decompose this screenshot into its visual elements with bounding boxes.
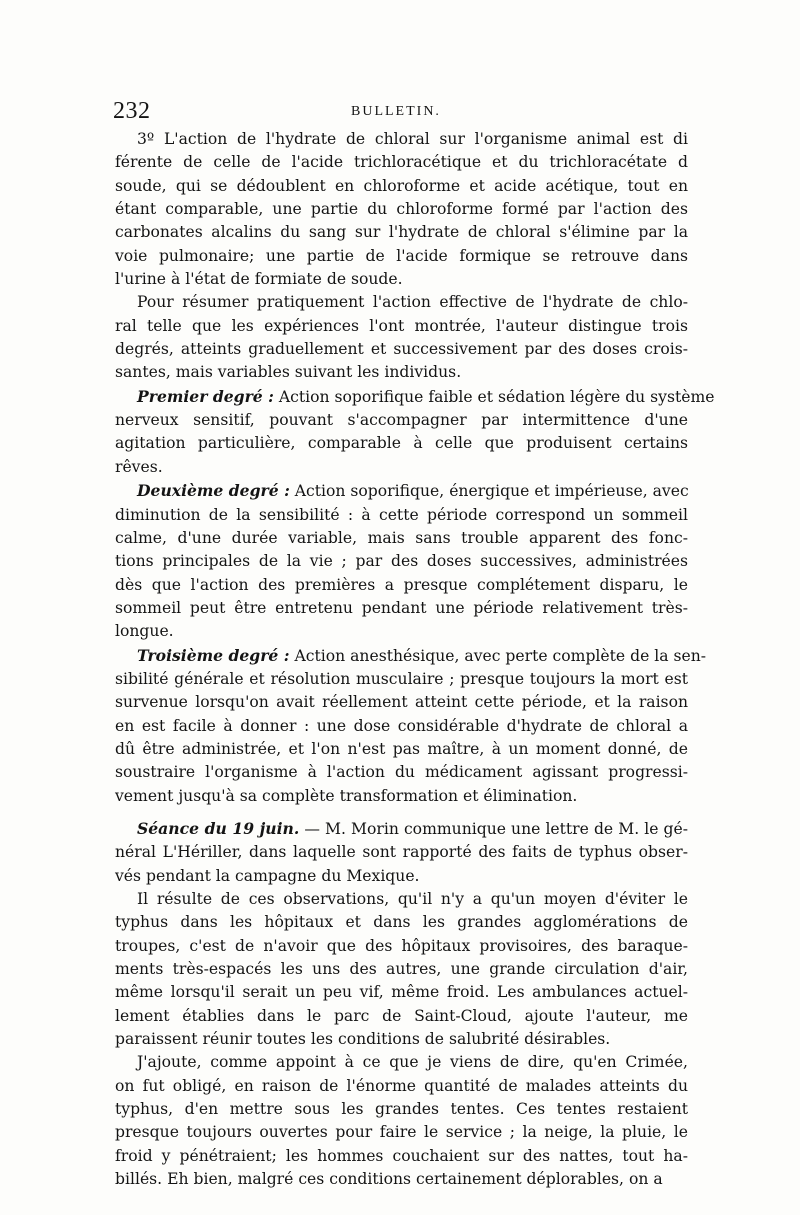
line-text: étant comparable, une partie du chloroforme formé par l'action des (115, 200, 688, 219)
paragraph (115, 479, 688, 643)
text-line (115, 1028, 688, 1051)
text-line (115, 432, 688, 455)
text-line (115, 574, 688, 597)
text-line (115, 291, 688, 314)
text-line (115, 1145, 688, 1168)
line-text: rêves. (115, 457, 163, 476)
line-text: billés. Eh bien, malgré ces conditions certainement déplorables, on a (115, 1170, 663, 1189)
page-number: 232 (113, 98, 151, 124)
line-text: vement jusqu'à sa complète transformation et élimination. (115, 786, 578, 805)
line-text: soustraire l'organisme à l'action du médicament agissant progressi- (115, 763, 688, 782)
paragraph-lead: Deuxième degré : (137, 481, 290, 501)
text-line (115, 785, 688, 808)
text-line (115, 715, 688, 738)
paragraph-lead: Premier degré : (137, 386, 274, 406)
line-text: degrés, atteints graduellement et successivement par des doses crois- (115, 340, 688, 359)
paragraph (115, 385, 715, 479)
text-line (115, 175, 688, 198)
text-line (115, 597, 688, 620)
line-text: ments très-espacés les uns des autres, une grande circulation d'air, (115, 960, 688, 979)
paragraph (115, 1051, 688, 1191)
text-line (115, 817, 688, 841)
text-line (115, 361, 688, 384)
line-text: lement établies dans le parc de Saint-Cloud, ajoute l'auteur, me (115, 1006, 688, 1025)
text-line (115, 315, 688, 338)
line-text: on fut obligé, en raison de l'énorme quantité de malades atteints du (115, 1076, 688, 1095)
text-line (115, 245, 688, 268)
text-line (115, 1051, 688, 1074)
line-text: dès que l'action des premières a presque complétement disparu, le (115, 575, 688, 594)
text-line (115, 668, 688, 691)
text-line (115, 550, 688, 573)
text-line (115, 128, 688, 151)
line-text: en est facile à donner : une dose considérable d'hydrate de chloral a (115, 716, 688, 735)
line-text: calme, d'une durée variable, mais sans trouble apparent des fonc- (115, 528, 688, 547)
body-text (115, 128, 715, 1191)
text-line (115, 958, 688, 981)
line-text: néral L'Hériller, dans laquelle sont rapporté des faits de typhus obser- (115, 843, 688, 862)
line-text: même lorsqu'il serait un peu vif, même froid. Les ambulances actuel- (115, 983, 688, 1002)
line-text: troupes, c'est de n'avoir que des hôpitaux provisoires, des baraque- (115, 936, 688, 955)
line-text: froid y pénétraient; les hommes couchaient sur des nattes, tout ha- (115, 1146, 688, 1165)
line-text: tions principales de la vie ; par des doses successives, administrées (115, 552, 688, 571)
line-text: longue. (115, 622, 174, 641)
text-line (115, 981, 688, 1004)
text-line (115, 198, 688, 221)
text-line (115, 504, 688, 527)
line-text: survenue lorsqu'on avait réellement atteint cette période, et la raison (115, 693, 688, 712)
page-header (113, 98, 693, 124)
line-text: dû être administrée, et l'on n'est pas maître, à un moment donné, de (115, 739, 688, 758)
line-text: — M. Morin communique une lettre de M. le gé- (299, 819, 688, 838)
text-line (115, 1098, 688, 1121)
line-text: l'urine à l'état de formiate de soude. (115, 270, 403, 289)
text-line (115, 935, 688, 958)
paragraph-lead: Troisième degré : (137, 645, 290, 665)
text-line (115, 338, 688, 361)
text-line (115, 911, 688, 934)
text-line (115, 1168, 688, 1191)
paragraph (115, 644, 707, 808)
text-line (115, 865, 688, 888)
line-text: ral telle que les expériences l'ont montrée, l'auteur distingue trois (115, 316, 688, 335)
line-text: sommeil peut être entretenu pendant une période relativement très- (115, 598, 688, 617)
text-line (115, 479, 688, 503)
line-text: J'ajoute, comme appoint à ce que je viens de dire, qu'en Crimée, (137, 1053, 688, 1072)
line-text: soude, qui se dédoublent en chloroforme et acide acétique, tout en (115, 176, 688, 195)
line-text: Pour résumer pratiquement l'action effective de l'hydrate de chlo- (137, 293, 688, 312)
text-line (115, 888, 688, 911)
paragraph (115, 817, 688, 888)
line-text: diminution de la sensibilité : à cette période correspond un sommeil (115, 505, 688, 524)
line-text: typhus dans les hôpitaux et dans les grandes agglomérations de (115, 913, 688, 932)
paragraph-lead: Séance du 19 juin. (137, 818, 300, 838)
text-line (115, 221, 688, 244)
text-line (115, 151, 688, 174)
text-line (115, 1005, 688, 1028)
line-text: Action soporifique faible et sédation légère du système (273, 387, 715, 406)
paragraph (115, 128, 688, 291)
line-text: agitation particulière, comparable à celle que produisent certains (115, 434, 688, 453)
line-text: férente de celle de l'acide trichloracétique et du trichloracétate d (115, 153, 688, 172)
section-break (115, 808, 688, 817)
line-text: sibilité générale et résolution musculaire ; presque toujours la mort est (115, 669, 688, 688)
text-line (115, 738, 688, 761)
line-text: voie pulmonaire; une partie de l'acide formique se retrouve dans (115, 246, 688, 265)
text-line (115, 691, 688, 714)
line-text: Action soporifique, énergique et impérieuse, avec (289, 482, 689, 501)
line-text: presque toujours ouvertes pour faire le service ; la neige, la pluie, le (115, 1123, 688, 1142)
text-line (115, 456, 688, 479)
paragraph (115, 888, 688, 1051)
text-line (115, 527, 688, 550)
running-title: BULLETIN. (351, 104, 441, 119)
line-text: nerveux sensitif, pouvant s'accompagner par intermittence d'une (115, 411, 688, 430)
text-line (115, 1075, 688, 1098)
line-text: santes, mais variables suivant les individus. (115, 363, 462, 382)
text-line (115, 385, 715, 409)
line-text: carbonates alcalins du sang sur l'hydrate de chloral s'élimine par la (115, 223, 688, 242)
text-line (115, 620, 688, 643)
line-text: Il résulte de ces observations, qu'il n'y a qu'un moyen d'éviter le (137, 890, 688, 908)
text-line (115, 268, 688, 291)
paragraph (115, 291, 688, 384)
line-text: vés pendant la campagne du Mexique. (115, 866, 420, 885)
line-text: paraissent réunir toutes les conditions de salubrité désirables. (115, 1030, 611, 1049)
text-line (115, 841, 688, 864)
text-line (115, 761, 688, 784)
text-line (115, 409, 688, 432)
text-line (115, 644, 707, 668)
line-text: typhus, d'en mettre sous les grandes tentes. Ces tentes restaient (115, 1100, 688, 1119)
line-text: Action anesthésique, avec perte complète de la sen- (289, 646, 707, 665)
text-line (115, 1121, 688, 1144)
line-text: 3º L'action de l'hydrate de chloral sur l'organisme animal est di (137, 130, 688, 148)
